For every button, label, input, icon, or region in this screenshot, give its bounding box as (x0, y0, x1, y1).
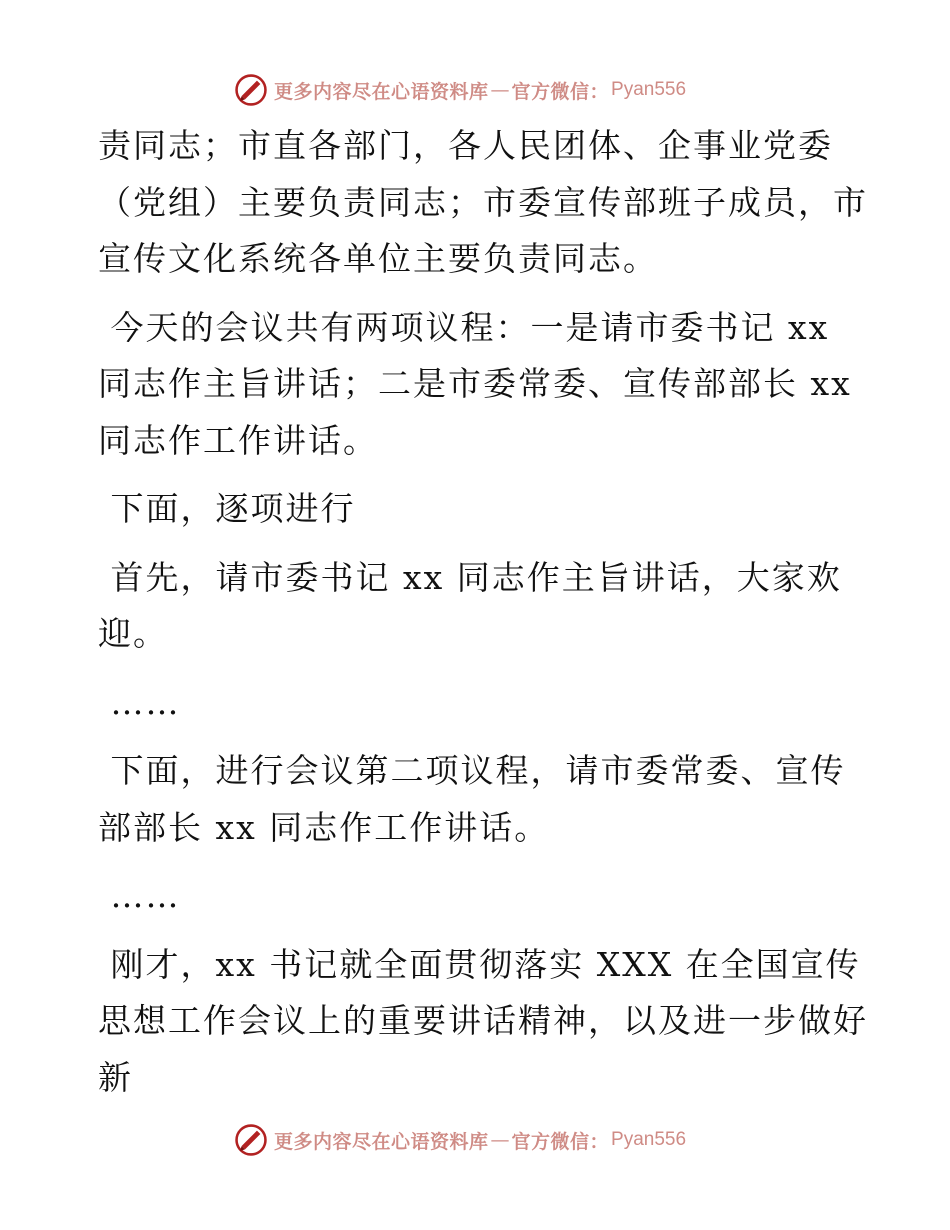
watermark-id: Pyan556 (611, 79, 687, 100)
header-watermark (234, 70, 714, 110)
watermark-text: 更多内容尽在心语资料库 (274, 1130, 489, 1153)
watermark-text: 更多内容尽在心语资料库 (274, 80, 489, 103)
paragraph-5: …… (98, 682, 181, 722)
watermark-dash: — (490, 79, 510, 101)
footer-watermark (234, 1120, 714, 1160)
paragraph-2: 今天的会议共有两项议程：一是请市委书记 xx 同志作主旨讲话；二是市委常委、宣传部部长 xx 同志作工作讲话。 (98, 307, 865, 460)
paragraph-6: 下面，进行会议第二项议程，请市委常委、宣传部部长 xx 同志作工作讲话。 (98, 751, 846, 847)
pen-logo-icon (234, 1123, 268, 1157)
paragraph-7: …… (98, 876, 181, 915)
body-text (98, 118, 868, 1118)
watermark-dash: — (490, 1129, 510, 1151)
pen-logo-icon (234, 73, 268, 107)
watermark-suffix: 官方微信： (511, 80, 610, 103)
watermark-id: Pyan556 (611, 1129, 687, 1150)
paragraph-3: 下面，逐项进行 (98, 489, 356, 528)
paragraph-8: 刚才，xx 书记就全面贯彻落实 XXX 在全国宣传思想工作会议上的重要讲话精神，以及进一步做好新 (98, 944, 868, 1097)
paragraph-1: 责同志；市直各部门，各人民团体、企事业党委（党组）主要负责同志；市委宣传部班子成员，市宣传文化系统各单位主要负责同志。 (98, 126, 868, 278)
watermark-suffix: 官方微信： (511, 1130, 610, 1153)
paragraph-4: 首先，请市委书记 xx 同志作主旨讲话，大家欢迎。 (98, 557, 842, 653)
